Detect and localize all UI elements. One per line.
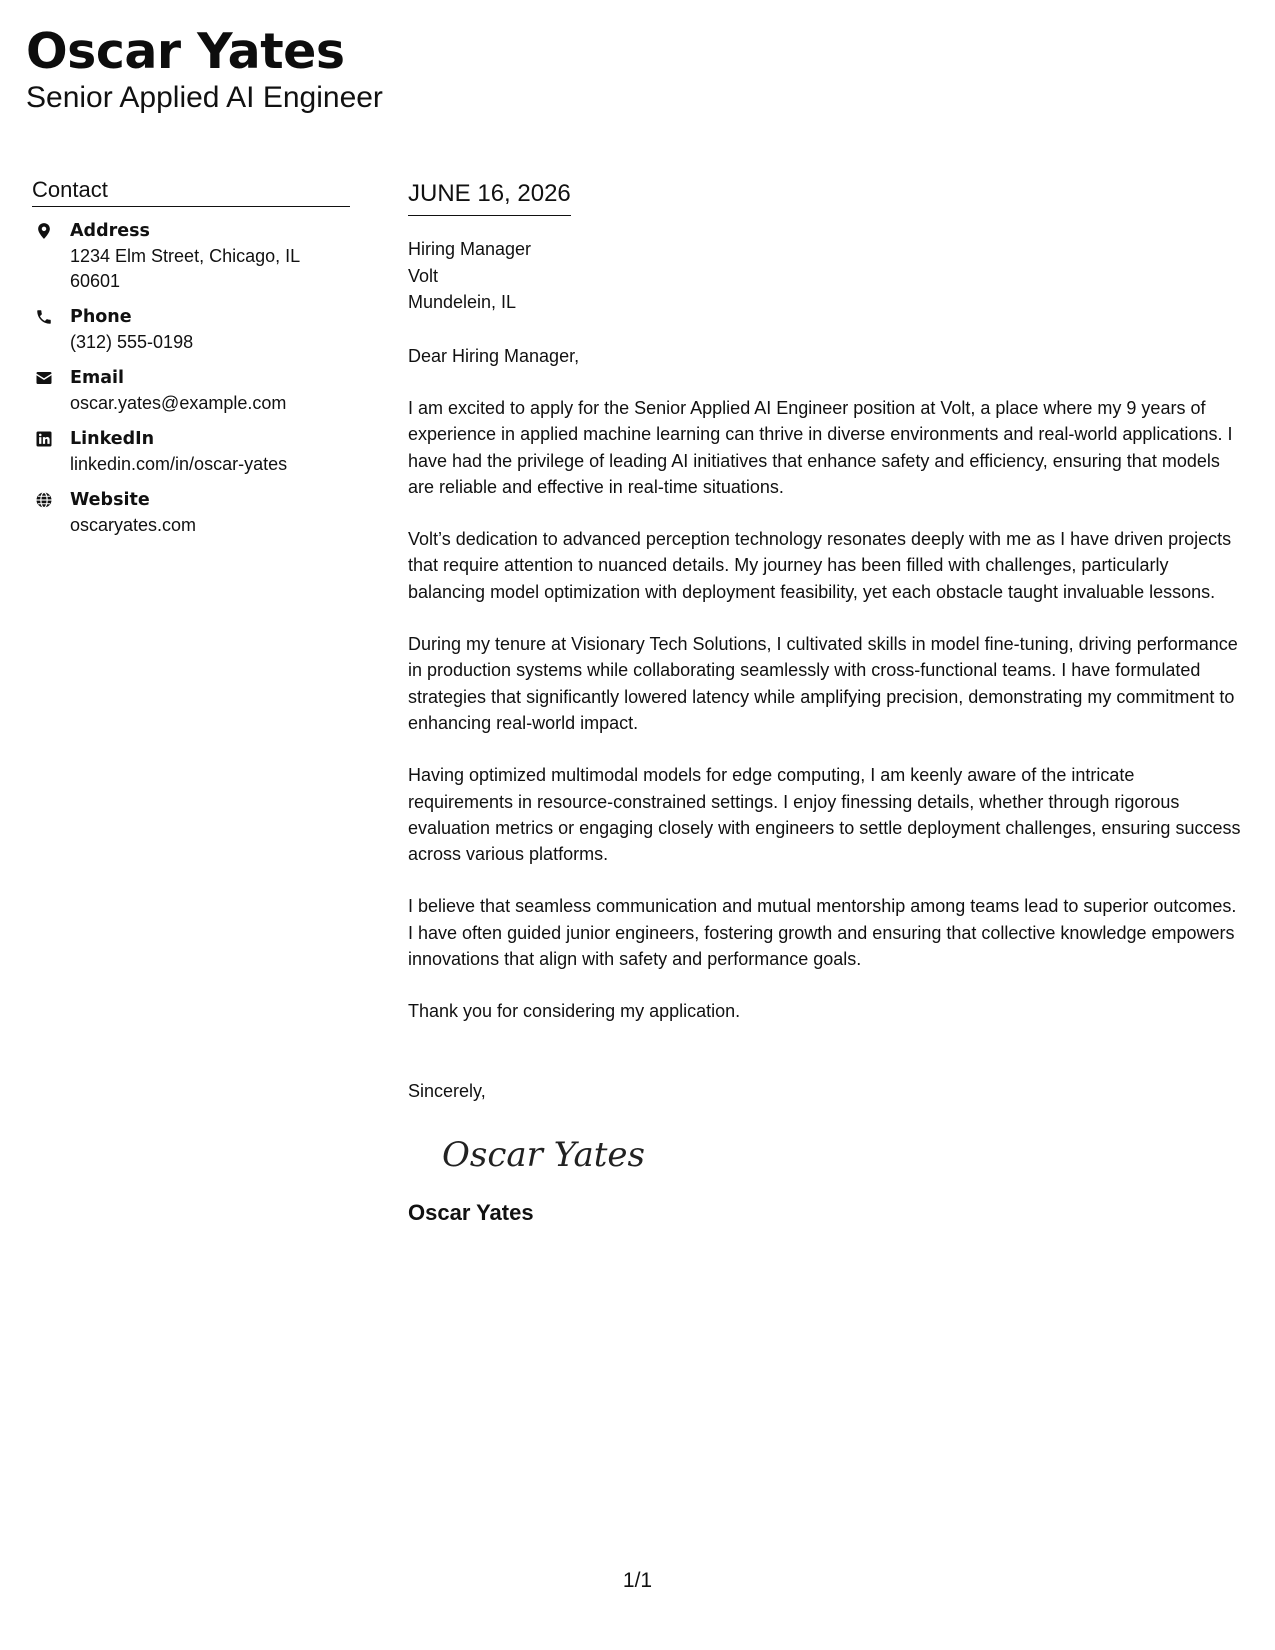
header bbox=[26, 22, 383, 116]
body-paragraph: Volt’s dedication to advanced perception technology resonates deeply with me as I have driven projects that require attention to nuanced details. My journey has been filled with challenges, particularly balancing model optimization with deployment feasibility, yet each obstacle taught invaluable lessons. bbox=[408, 529, 1232, 602]
contact-label: Phone bbox=[70, 307, 132, 327]
contact-label: Website bbox=[70, 490, 150, 510]
body-paragraph: Having optimized multimodal models for edge computing, I am keenly aware of the intricate requirements in resource-constrained settings. I enjoy finessing details, whether through rigorous evaluation metrics or engaging closely with engineers to settle deployment challenges, ensuring success across various platforms. bbox=[408, 765, 1241, 865]
page-number: 1/1 bbox=[622, 1569, 653, 1592]
contact-address bbox=[32, 219, 350, 294]
applicant-title: Senior Applied AI Engineer bbox=[26, 81, 383, 114]
phone-icon bbox=[35, 308, 53, 326]
recipient-location: Mundelein, IL bbox=[408, 292, 517, 312]
contact-label: Address bbox=[70, 221, 150, 241]
map-pin-icon bbox=[35, 222, 53, 240]
contact-value: 1234 Elm Street, Chicago, IL 60601 bbox=[70, 246, 300, 291]
recipient-block bbox=[408, 236, 1244, 316]
contact-value: oscar.yates@example.com bbox=[70, 393, 287, 413]
handwritten-signature bbox=[438, 1126, 648, 1186]
contact-value: linkedin.com/in/oscar-yates bbox=[70, 454, 288, 474]
body-paragraph: During my tenure at Visionary Tech Solutions, I cultivated skills in model fine-tuning, driving performance in production systems while collaborating seamlessly with cross-functional teams. I have formulated strategies that significantly lowered latency while amplifying precision, demonstrating my commitment to enhancing real-world impact. bbox=[408, 634, 1238, 733]
contact-phone bbox=[32, 305, 350, 355]
body-paragraph: I am excited to apply for the Senior Applied AI Engineer position at Volt, a place where my 9 years of experience in applied machine learning can thrive in diverse environments and real-world applications. I have had the privilege of leading AI initiatives that enhance safety and efficiency, ensuring that models are reliable and effective in real-time situations. bbox=[408, 398, 1233, 497]
letter-body bbox=[408, 178, 1244, 1227]
salutation: Dear Hiring Manager, bbox=[408, 345, 580, 366]
signature-text: Oscar Yates bbox=[442, 1135, 646, 1176]
contact-sidebar bbox=[32, 176, 350, 549]
contact-value: (312) 555-0198 bbox=[70, 332, 194, 352]
applicant-name: Oscar Yates bbox=[26, 23, 345, 80]
recipient-company: Volt bbox=[408, 265, 439, 286]
closing: Sincerely, bbox=[408, 1080, 486, 1101]
letter-date: JUNE 16, 2026 bbox=[408, 178, 571, 216]
contact-linkedin bbox=[32, 427, 350, 477]
globe-icon bbox=[35, 491, 53, 509]
body-paragraph: I believe that seamless communication and mutual mentorship among teams lead to superior outcomes. I have often guided junior engineers, fostering growth and ensuring that collective knowledge empowers innovations that align with safety and performance goals. bbox=[408, 896, 1237, 970]
signed-name: Oscar Yates bbox=[408, 1200, 534, 1226]
contact-label: Email bbox=[70, 368, 124, 388]
envelope-icon bbox=[35, 369, 53, 387]
linkedin-icon bbox=[35, 430, 53, 448]
body-paragraph: Thank you for considering my application. bbox=[408, 1001, 741, 1022]
contact-website bbox=[32, 488, 350, 538]
contact-label: LinkedIn bbox=[70, 429, 155, 449]
contact-email bbox=[32, 366, 350, 416]
contact-heading: Contact bbox=[32, 176, 350, 207]
recipient-name: Hiring Manager bbox=[408, 239, 532, 259]
contact-value: oscaryates.com bbox=[70, 515, 197, 535]
